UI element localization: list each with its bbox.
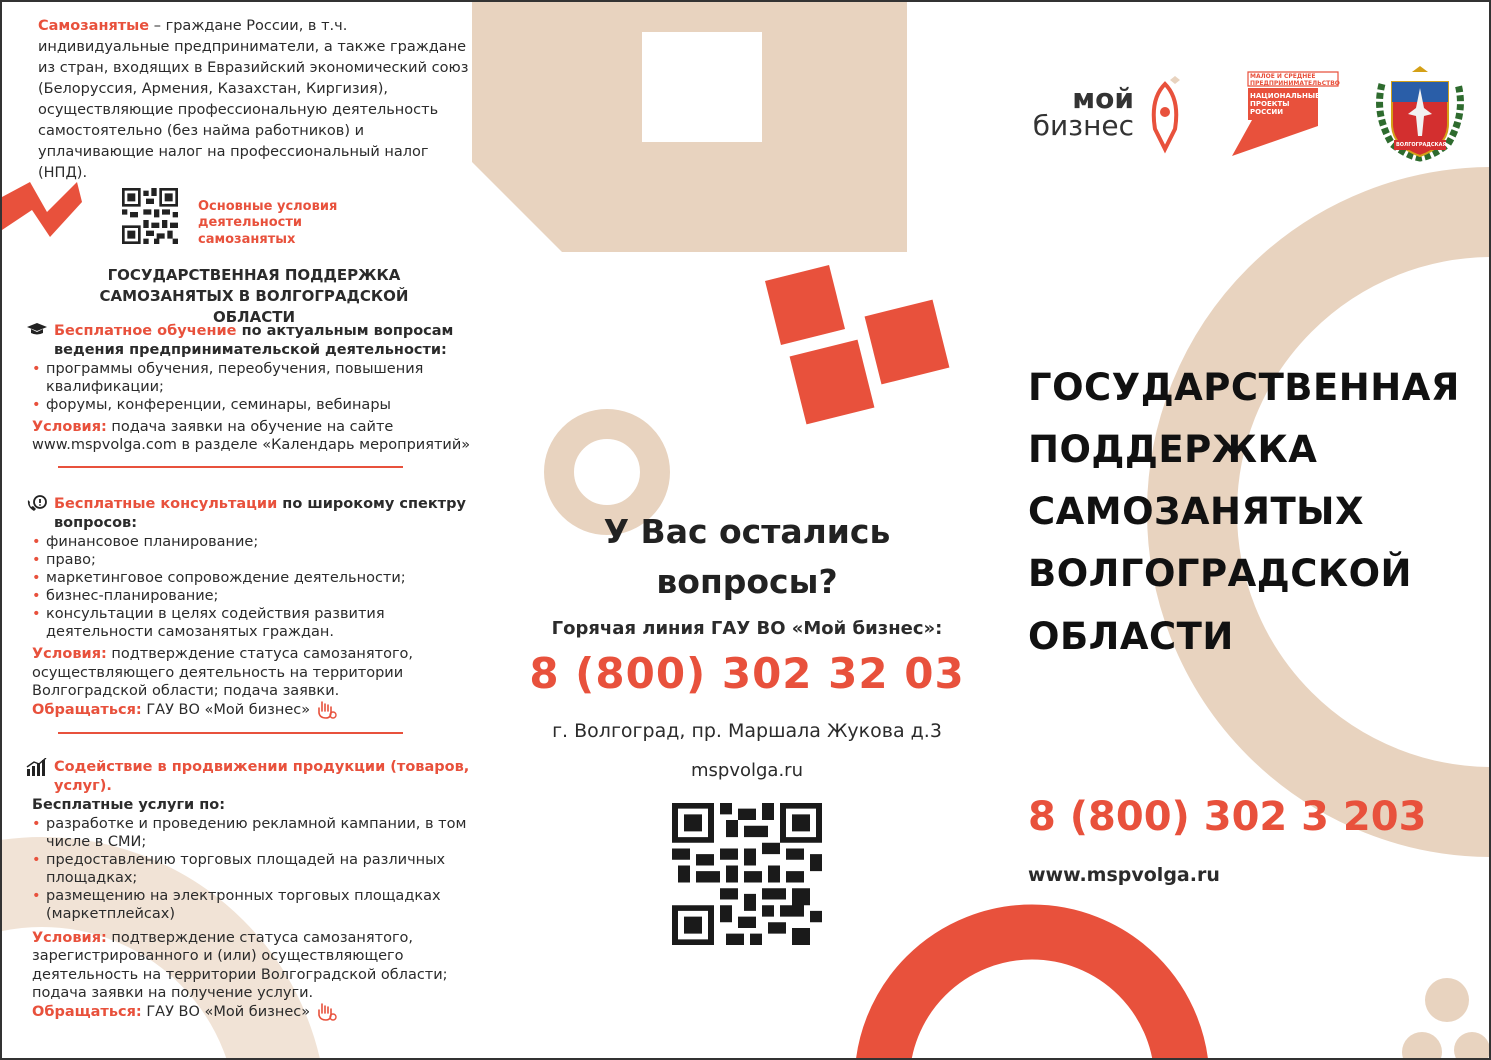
divider bbox=[58, 466, 403, 468]
np-logo-small-text: МАЛОЕ И СРЕДНЕЕ ПРЕДПРИНИМАТЕЛЬСТВО bbox=[1250, 73, 1340, 87]
logo-text-line-1: мой bbox=[1072, 82, 1134, 115]
chart-bars-icon bbox=[26, 758, 48, 796]
contact-label: Обращаться: bbox=[32, 701, 142, 718]
moy-biznes-logo bbox=[1022, 74, 1192, 154]
qr-code-small[interactable] bbox=[122, 188, 178, 244]
list-item: • маркетинговое сопровождение деятельности; bbox=[32, 569, 496, 587]
phone-consult-icon bbox=[26, 495, 48, 533]
red-square-3 bbox=[790, 340, 875, 425]
rocket-icon bbox=[1140, 74, 1190, 154]
main-title-line: ПОДДЕРЖКА bbox=[1028, 428, 1318, 472]
section-list bbox=[26, 533, 496, 642]
list-item: • финансовое планирование; bbox=[32, 533, 496, 551]
left-heading: ГОСУДАРСТВЕННАЯ ПОДДЕРЖКА САМОЗАНЯТЫХ В ВОЛГОГРАДСКОЙ ОБЛАСТИ bbox=[99, 266, 409, 326]
graduation-cap-icon bbox=[26, 322, 48, 360]
beige-dot-1 bbox=[1425, 978, 1469, 1022]
section-promotion bbox=[26, 758, 496, 1022]
logo-text-line-2: бизнес bbox=[1032, 108, 1134, 142]
volgograd-emblem bbox=[1372, 64, 1468, 164]
hotline-label: Горячая линия ГАУ ВО «Мой бизнес»: bbox=[551, 618, 943, 639]
question-line-1: У Вас остались bbox=[603, 512, 891, 551]
section-title bbox=[26, 758, 496, 796]
left-column bbox=[26, 16, 506, 184]
list-item: • право; bbox=[32, 551, 496, 569]
intro-term: Самозанятые bbox=[38, 18, 150, 34]
red-square-1 bbox=[765, 265, 845, 345]
right-phone[interactable]: 8 (800) 302 3 203 bbox=[1028, 794, 1427, 840]
conditions-text: подтверждение статуса самозанятого, осуществляющего деятельность на территории Волгоградской области; подача заявки. bbox=[32, 646, 414, 699]
list-item: • разработке и проведению рекламной кампании, в том числе в СМИ; bbox=[32, 815, 496, 851]
section-list bbox=[26, 360, 496, 414]
address: г. Волгоград, пр. Маршала Жукова д.3 bbox=[552, 720, 942, 742]
main-title bbox=[1028, 357, 1478, 668]
section-title bbox=[26, 322, 496, 360]
emblem-ribbon-text: ВОЛГОГРАДСКАЯ bbox=[1396, 142, 1447, 148]
section-title-highlight: Содействие в продвижении продукции (товаров, услуг). bbox=[54, 759, 470, 794]
contact-text: ГАУ ВО «Мой бизнес» bbox=[141, 701, 311, 718]
question-title bbox=[522, 507, 972, 606]
list-item: • бизнес-планирование; bbox=[32, 587, 496, 605]
right-column bbox=[1028, 357, 1478, 668]
question-line-2: вопросы? bbox=[656, 561, 838, 601]
qr-small-label: Основные условия деятельности самозанятых bbox=[198, 199, 338, 247]
conditions-text: подача заявки на обучение на сайте www.mspvolga.com в разделе «Календарь мероприятий» bbox=[32, 419, 471, 454]
conditions-label: Условия: bbox=[32, 930, 107, 947]
beige-dot-3 bbox=[1454, 1032, 1490, 1060]
list-item: • форумы, конференции, семинары, вебинары bbox=[32, 396, 496, 414]
moy-biznes-logo-text bbox=[1022, 82, 1134, 142]
section-title-rest: по широкому спектру вопросов: bbox=[54, 496, 466, 531]
contact-text: ГАУ ВО «Мой бизнес» bbox=[141, 1003, 311, 1020]
red-ring bbox=[882, 932, 1182, 1060]
conditions-text: подтверждение статуса самозанятого, зарегистрированного и (или) осуществляющего деятельность на территории Волгоградской области; подача заявки на получение услуги. bbox=[32, 930, 448, 1001]
hand-touch-icon bbox=[315, 702, 337, 718]
list-item: • размещению на электронных торговых площадках (маркетплейсах) bbox=[32, 887, 496, 923]
list-item: • консультации в целях содействия развития деятельности самозанятых граждан. bbox=[32, 605, 496, 641]
beige-dot-2 bbox=[1402, 1032, 1442, 1060]
main-title-line: ГОСУДАРСТВЕННАЯ bbox=[1028, 366, 1460, 409]
section-title bbox=[26, 495, 496, 533]
conditions-label: Условия: bbox=[32, 646, 107, 663]
section-subtitle: Бесплатные услуги по: bbox=[32, 796, 226, 813]
contact-label: Обращаться: bbox=[32, 1003, 142, 1020]
intro-paragraph bbox=[26, 16, 476, 184]
section-training bbox=[26, 322, 496, 468]
red-square-2 bbox=[865, 300, 950, 385]
qr-code-large[interactable] bbox=[672, 803, 822, 945]
main-title-line: ОБЛАСТИ bbox=[1028, 614, 1234, 658]
section-list bbox=[26, 815, 496, 924]
middle-column bbox=[522, 507, 972, 949]
np-logo-big-text: НАЦИОНАЛЬНЫЕ ПРОЕКТЫ РОССИИ bbox=[1250, 92, 1320, 117]
section-title-highlight: Бесплатное обучение bbox=[54, 323, 237, 339]
section-consultations bbox=[26, 495, 496, 734]
list-item: • программы обучения, переобучения, повышения квалификации; bbox=[32, 360, 496, 396]
site-link[interactable]: mspvolga.ru bbox=[691, 760, 803, 781]
list-item: • предоставлению торговых площадей на различных площадках; bbox=[32, 851, 496, 887]
main-title-line: ВОЛГОГРАДСКОЙ bbox=[1028, 552, 1413, 596]
section-contact bbox=[26, 700, 496, 720]
right-site[interactable]: www.mspvolga.ru bbox=[1028, 864, 1220, 886]
beige-square-outline bbox=[472, 2, 907, 252]
hand-touch-icon bbox=[315, 1004, 337, 1020]
section-title-highlight: Бесплатные консультации bbox=[54, 496, 278, 512]
section-contact bbox=[26, 1002, 496, 1022]
red-zigzag bbox=[2, 182, 82, 237]
section-title-rest: по актуальным вопросам ведения предпринимательской деятельности: bbox=[54, 323, 454, 358]
beige-ring bbox=[559, 424, 655, 520]
main-title-line: САМОЗАНЯТЫХ bbox=[1028, 490, 1365, 534]
section-conditions bbox=[26, 929, 456, 1002]
divider bbox=[58, 732, 403, 734]
section-conditions bbox=[26, 645, 496, 699]
section-conditions bbox=[26, 418, 496, 454]
national-projects-logo bbox=[1222, 68, 1342, 160]
hotline-phone[interactable]: 8 (800) 302 32 03 bbox=[529, 649, 965, 698]
intro-text: – граждане России, в т.ч. индивидуальные предприниматели, а также граждане из стран, входящих в Евразийский экономический союз (Белоруссия, Армения, Казахстан, Киргизия), осуществляющие профессиональную деятельность самостоятельно (без найма работников) и уплачивающие налог на профессиональный налог (НПД). bbox=[38, 18, 469, 182]
conditions-label: Условия: bbox=[32, 419, 107, 436]
